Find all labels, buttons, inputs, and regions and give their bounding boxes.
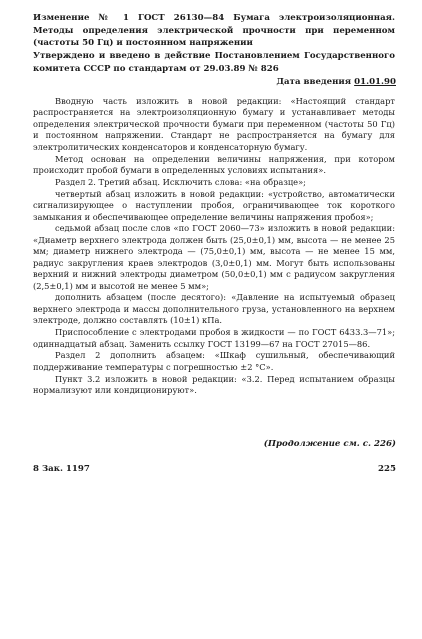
continuation-note: (Продолжение см. с. 226) [263,439,396,449]
paragraph: Вводную часть изложить в новой редакции: «Настоящий стандарт распространяется на электроизоляционную бумагу и устанавливает методы определения электрической прочности бумаги при переменном (частоты 50 Гц) и постоянном напряжении. Стандарт не распространяется на бумагу для электролитических конденсаторов и конденсаторную бумагу. [33,96,395,152]
paragraph: Метод основан на определении величины напряжения, при котором происходит пробой бумаги в определенных условиях испытания». [33,153,395,175]
page-number: 225 [378,464,396,474]
paragraph: Пункт 3.2 изложить в новой редакции: «3.2. Перед испытанием образцы нормализуют или кондиционируют». [33,373,395,396]
amendment-title: Изменение № 1 ГОСТ 26130—84 Бумага электроизоляционная. Методы определения электрической прочности при переменном (частоты 50 Гц) и постоянном напряжении [33,13,395,49]
effective-date-label: Дата введения [276,77,352,87]
effective-date [276,77,396,87]
approval-statement: Утверждено и введено в действие Постановлением Государственного комитета СССР по стандартам от 29.03.89 № 826 [33,51,395,74]
document-body [33,96,395,397]
paragraph: седьмой абзац после слов «по ГОСТ 2060—73» изложить в новой редакции: «Диаметр верхнего электрода должен быть (25,0±0,1) мм, высота — не менее 25 мм; диаметр нижнего электрода — (75,0±0,1) мм, высота — не менее 15 мм, радиус закругления краев электродов (3,0±0,1) мм. Могут быть использованы верхний и нижний электроды диаметром (50,0±0,1) мм с радиусом закругления (2,5±0,1) мм и высотой не менее 5 мм»; [33,223,395,291]
paragraph: Приспособление с электродами пробоя в жидкости — по ГОСТ 6433.3—71»; одиннадцатый абзац. Заменить ссылку ГОСТ 13199—67 на ГОСТ 27015—86. [33,327,395,349]
paragraph: Раздел 2 дополнить абзацем: «Шкаф сушильный, обеспечивающий поддерживание температуры с погрешностью ±2 °С». [33,350,395,372]
effective-date-value: 01.01.90 [354,77,396,87]
paragraph: четвертый абзац изложить в новой редакции: «устройство, автоматически сигнализирующее о наступлении пробоя, ограничивающее ток короткого замыкания и обеспечивающее определение величины напряжения пробоя»; [33,188,395,222]
order-number: 8 Зак. 1197 [33,464,90,474]
paragraph: Раздел 2. Третий абзац. Исключить слова: «на образце»; [55,176,306,187]
paragraph: дополнить абзацем (после десятого): «Давление на испытуемый образец верхнего электрода и массы дополнительного груза, установленного на верхнем электроде, должно составлять (10±1) кПа. [33,292,395,326]
